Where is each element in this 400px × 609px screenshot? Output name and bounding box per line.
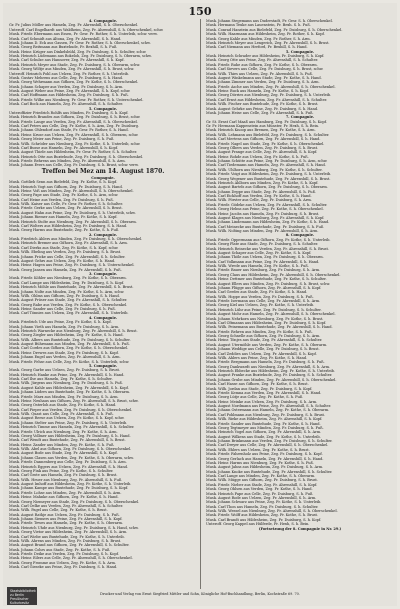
entry-line: Musk. Johann Vieth aus Hameln, Zeg. Fr. Duisburg, S. h. Arm. xyxy=(9,324,120,329)
entry-line: Musk. Carl Gerdes aus Stade, Zeg. Fr. Kothe, S. h. Hand. xyxy=(206,290,308,295)
entry-line: Musk. Wilh. Rieke aus Hildesheim, Zeg. Fr. Ahrenshill, S. h. Kopf. xyxy=(206,417,323,422)
entry-line: Musk. Carl Schulze aus Hannover, Zeg. Fr. Ahrenshill, S. h. Kopf. xyxy=(9,58,125,63)
entry-line: Musk. Johann Stegemann aus Duderstadt, Fr. Gesr. S. h. Oberschenkel. xyxy=(206,19,333,23)
entry-line: Musk. Carl Grote aus Hameln, Zeg. Fr. Duisburg, S. h. Brust. xyxy=(9,473,118,478)
entry-line: Musk. Friedr. Marx aus Minden, Zeg. Fr. Duisburg, S. h. Arm. xyxy=(9,394,119,399)
entry-line: Musk. Heinr. Rohde aus Uelzen, Zeg. Fr. Kothe, S. h. Fuß. xyxy=(206,154,309,159)
entry-line: Musk. Wilh. Pagel aus Celle, Zeg. Fr. Kothe, S. h. Brust. xyxy=(9,508,108,513)
entry-line: Musk. Georg Dörries aus Nienburg, Zeg. Fr. Duisburg, S. h. Unterleib. xyxy=(206,93,332,98)
entry-line: Musk. Carl Ernst aus Hildesheim, Zeg. Fr. Ahrenshill, S. h. Schulter. xyxy=(206,97,328,102)
entry-line: Musk. Carl Hasse aus Gifhorn, Zeg. Fr. Kothe, S. h. Brust. xyxy=(206,382,309,387)
entry-line: Musk. Wilh. Fischer aus Buxtehude, Zeg. Fr. Kothe, S. h. Brust. xyxy=(206,102,319,107)
right-column xyxy=(206,19,394,589)
entry-line: Musk. Johann Evers aus Celle, Zeg. Fr. Duisburg, S. h. Brust, schw. verw. xyxy=(9,163,139,168)
entry-line: Musk. Carl Dierks aus Stade, Zeg. Fr. Kothe, S. h. Kopf, schw. xyxy=(9,245,119,250)
entry-line: Musk. Heinrich Möhle aus Buxtehude, Zeg. Fr. Ahrenshill, S. h. Brust. xyxy=(9,285,134,290)
company-heading: 5. Compagnie. xyxy=(88,363,118,368)
entry-line: Musk. Johann Ohlendorf aus Stade, Fr. Gesr. Fr. Rother, S. h. Hand. xyxy=(9,128,129,133)
newspaper-page xyxy=(3,3,397,606)
entry-line: Musk. Carl Wiebe aus Buxtehude, Zeg. Fr. Kothe, S. h. Unterleib. xyxy=(9,534,125,539)
entry-line: Musk. Friedr. Köhler aus Nienburg, Zeg. Fr. Kothe, S. h. Oberarm. xyxy=(9,276,127,281)
entry-line: Musk. Johann Weddige aus Celle, Zeg. Fr. Duisburg, S. h. Brust. xyxy=(206,347,320,352)
entry-line: Musk. Carl Busse aus Hameln, Zeg. Fr. Ahrenshill, S. h. Kopf. xyxy=(9,145,118,150)
entry-line: Musk. Heinr. Tönjes aus Stade, Zeg. Fr. Ahrenshill, S. h. Schulter. xyxy=(206,338,323,343)
entry-line: Musk. Friedr. Sander aus Buxtehude, Zeg. Fr. Kothe, S. h. Hand. xyxy=(206,421,321,426)
entry-line: Musk. August Thiele aus Hildesheim, Fr. Gesr. Fr. Rother, S. h. Schulter. xyxy=(9,150,137,155)
entry-line: Musk. Johann Siemers aus Peine, Zeg. Fr. Ahrenshill, S. h. Kopf. xyxy=(9,517,123,521)
entry-line: Musk. Wilh. Schröder aus Nienburg, Zeg. Fr. Kothe, S. h. Unterleib, schw. xyxy=(9,141,141,146)
section-heading: Treffen bei Mez am 14. August 1870. xyxy=(41,167,165,175)
entry-line: Musk. Georg Vollmer aus Hildesheim, Zeg. Fr. Duisburg, S. h. Hand. xyxy=(9,433,131,438)
entry-line: Musk. Wilh. Ehlers aus Uelzen, Zeg. Fr. Kothe, S. h. Brust. xyxy=(206,447,310,452)
entry-line: Musk. Wilh. Albers aus Buxtehude, Zeg. Fr. Duisburg, S. h. Schulter. xyxy=(9,337,131,342)
entry-line: Musk. Johann Schütte aus Peine, Zeg. Fr. Duisburg, S. h. Arm, schw. xyxy=(206,159,328,163)
entry-line: Musk. August Bartels aus Gifhorn, Zeg. Fr. Duisburg, S. h. Oberarm. xyxy=(206,185,328,190)
entry-line: Musk. Georg Pape aus Stade, Zeg. Fr. Kothe, S. h. Arm, schw. xyxy=(9,193,119,198)
entry-line: Musk. August Imhoff aus Hildesheim, Zeg. Fr. Kothe, S. h. Unterleib. xyxy=(9,482,132,486)
entry-line: Musk. Friedr. Fahrenholz aus Peine, Zeg. Fr. Duisburg, S. h. Kopf. xyxy=(206,452,323,457)
entry-line: Musk. Johann Zimmer aus Verden, Zeg. Fr. Duisburg, S. h. Arm. xyxy=(206,80,320,85)
entry-line: Musk. August Gehrs aus Uelzen, Zeg. Fr. Kothe, S. h. Hand. xyxy=(9,258,116,263)
entry-line: Musk. Johann Thöle aus Uelzen, Zeg. Fr. Duisburg, S. h. Oberarm. xyxy=(206,255,324,260)
entry-line: Musk. Heinr. Jacobs aus Hameln, Zeg. Fr. Duisburg, S. h. Brust. xyxy=(206,211,320,216)
entry-line: Musk. Friedrich Ude aus Peine, Zeg. Fr. Kothe, S. h. Kopf. xyxy=(9,320,112,325)
entry-line: Musk. Heinrich Schrader aus Hildesheim, Fr. Duisburg, S. h. Kopf. xyxy=(206,54,325,58)
entry-line: Musk. Heinrich Uhde aus Nienburg, Zeg. Fr. Duisburg, S. h. Hand, schw. xyxy=(9,525,139,530)
entry-line: Musk. August Gehrke aus Peine, Zeg. Fr. Duisburg, S. h. Hand. xyxy=(206,106,319,111)
entry-line: Musk. Johann Lindemann aus Hildesheim, Zeg. Fr. Kothe, S. h. Hand. xyxy=(206,220,330,225)
entry-line: Musk. Friedr. Gödeke aus Uelzen, Zeg. Fr. Ahrenshill, S. h. Schulter. xyxy=(206,202,328,207)
entry-line: Musk. Heinr. Sander aus Celle, Zeg. Fr. Duisburg, S. h. Fuß. xyxy=(9,307,116,311)
entry-line: Musk. Wilh. Abel aus Gifhorn, Zeg. Fr. Duisburg, S. h. Oberschenkel. xyxy=(9,447,132,451)
entry-line: Musk. Georg Olbers aus Verden, Zeg. Fr. Duisburg, S. h. Brust. xyxy=(206,145,319,150)
entry-line: Musk. August Mohr aus Hameln, Zeg. Fr. Ahrenshill, S. h. Oberschenkel. xyxy=(206,312,336,317)
entry-line: Musk. Friedr. Wilke aus Nienburg, Fr. Gesr. Fr. Rother, S. h. Unterschenkel. xyxy=(9,97,144,102)
entry-line: Musk. Heinrich Stolte aus Nienburg, Zeg. Fr. Ahrenshill, S. h. Oberarm. xyxy=(9,219,137,224)
entry-line: Musk. Friedr. Oppermann aus Gifhorn, Zeg. Fr. Kothe, S. h. Unterleib. xyxy=(206,237,331,242)
entry-line: Musk. Georg Kiel aus Uelzen, Zeg. Fr. Kothe, S. h. Unterleib. xyxy=(206,303,315,308)
entry-line: Musk. Gustav Mehrens aus Celle, Zeg. Fr. Duisburg, S. h. Hand. xyxy=(9,75,123,80)
entry-line: Musk. Carl Oltmanns aus Hildesheim, Zeg. Fr. Duisburg, S. h. Kopf. xyxy=(206,320,327,325)
entry-line: Musk. Johann Flügge aus Gifhorn, Zeg. Fr. Ahrenshill, S. h. Kopf. xyxy=(206,285,322,290)
entry-line: Musk. August Prüser aus Stade, Zeg. Fr. Ahrenshill, S. h. Schulter. xyxy=(9,298,128,303)
entry-line: Musk. Heinr. Meinke aus Uelzen, Zeg. Fr. Duisburg, S. h. Arm. xyxy=(206,399,318,404)
entry-line: Musk. Carl Hoffmann aus Hildesheim, Zeg. Fr. Duisburg, S. h. Fuß. xyxy=(9,93,129,98)
entry-line: Musk. Georg Helms aus Peine, Zeg. Fr. Kothe, S. h. Oberschenkel. xyxy=(206,207,324,212)
entry-line: Musk. Georg Wöltje aus Minden, Zeg. Fr. Ahrenshill, S. h. Brust, schw. xyxy=(9,67,135,72)
company-heading: 2. Compagnie. xyxy=(88,232,118,237)
entry-line: Musk. Friedr. Lange aus Verden, Zeg. Fr. Ahrenshill, S. h. Oberschenkel. xyxy=(9,119,138,124)
entry-line: Musk. Georg Jansen aus Hameln, Zeg. Fr. Ahrenshill, S. h. Fuß. xyxy=(9,267,122,272)
entry-line: Musk. Johann Lüders aus Buxtehude, Zeg. Fr. Kothe, S. h. Oberarm. xyxy=(9,390,131,395)
library-stamp xyxy=(7,587,37,605)
company-heading: 4. Compagnie. xyxy=(88,19,118,23)
entry-line: Musk. Carl Gieseke aus Peine, Zeg. Fr. Duisburg, S. h. Hand. xyxy=(9,565,118,570)
entry-line: Musk. Heinr. Mahnke aus Gifhorn, Zeg. Fr. Kothe, S. h. Hand. xyxy=(9,495,119,500)
entry-line: Musk. Wilh. Heuer aus Nienburg, Zeg. Fr. Ahrenshill, S. h. Fuß. xyxy=(9,477,123,482)
entry-line: Musk. Carl Mertens aus Gifhorn, Zeg. Fr. Ahrenshill, S. h. Hand. xyxy=(206,137,321,142)
entry-line: Unteroff. Heinrich Pohl aus Uelzen, Zeg. Fr. Rother, S. h. Unterleib. xyxy=(9,71,130,76)
entry-line: Musk. Friedr. Ruhe aus Gifhorn, Zeg. Fr. Kothe, S. h. Oberarm. xyxy=(206,62,318,67)
entry-line: Musk. August Kahle aus Hildesheim, Zeg. Fr. Ahrenshill, S. h. Kopf. xyxy=(9,385,129,390)
entry-line: Musk. Wilh. Jordan aus Stade, Zeg. Fr. Duisburg, S. h. Kopf. xyxy=(206,386,313,391)
entry-line: Musk. Carl Heine aus Verden, Zeg. Fr. Duisburg, S. h. Fuß. xyxy=(9,197,114,202)
entry-line: Musk. Carl Tönnies aus Uelzen, Zeg. Fr. Ahrenshill, S. h. Unterleib. xyxy=(9,311,129,316)
entry-line: Musk. Friedr. Ebermann aus Essen, Fr. Gesr. Fr. Rother, S. h. Unterleib, schw. verw. xyxy=(9,32,158,37)
entry-line: Musk. Wilh. Kaiser aus Celle, Fr. Gesr. Fr. Rother, S. h. Schulter. xyxy=(9,202,123,206)
entry-line: Musk. Carl Wendt aus Buxtehude, Zeg. Fr. Ahrenshill, S. h. Brust. xyxy=(9,438,126,443)
entry-line: Musk. August Hahn aus Peine, Zeg. Fr. Duisburg, S. h. Unterleib, schw. xyxy=(9,210,136,215)
entry-line: Musk. Hermann Teuke aus Lauenstein, Fr. Bexh. S. h. Fuß. xyxy=(206,23,311,28)
entry-line: Musk. Heinr. Dettmer aus Buxtehude, Zeg. Fr. Kothe, S. h. Schulter. xyxy=(206,277,327,282)
entry-line: Musk. Heinrich Lühr aus Peine, Zeg. Fr. Duisburg, S. h. Schulter. xyxy=(206,307,322,312)
entry-line: Musk. Georg Wegener aus Buxtehude, Zeg. Fr. Ahrenshill, S. h. Brust. xyxy=(206,176,331,181)
imprint-footnote: Drucker und Verlag von Ernst Siegfried Mittler und Sohn, Königliche Hof-Buchhandlung, Berlin, Kochstraße 69. 70. xyxy=(100,592,300,596)
entry-line: Musk. Gottlieb Senn aus Bielefeld, Zeg. Fr. Kothe, S. h. Kopf. xyxy=(9,180,118,185)
entry-line: Musk. Wilh. Quast aus Celle, Zeg. Fr. Ahrenshill, S. h. Fuß. xyxy=(9,412,114,416)
entry-line: Musk. Friedr. Ulrich aus Nienburg, Zeg. Fr. Kothe, S. h. Arm. xyxy=(9,429,118,434)
entry-line: Musk. Wilh. Hoppe aus Verden, Zeg. Fr. Duisburg, S. h. Fuß. xyxy=(206,294,314,299)
company-heading: 3. Compagnie. xyxy=(88,272,118,276)
entry-line: Musk. Friedr. Nagel aus Stade, Zeg. Fr. Kothe, S. h. Oberschenkel. xyxy=(206,141,325,146)
entry-line: Musk. Johann Nehrkorn aus Nienburg, Zeg. Fr. Kothe, S. h. Brust. xyxy=(206,316,324,321)
entry-line: Musk. Carl Dreyer aus Celle, Zeg. Fr. Ahrenshill, S. h. Oberschenkel. xyxy=(206,443,329,448)
entry-line: Musk. Johann Schaper aus Verden, Zeg. Fr. Duisburg, S. h. Arm. xyxy=(9,84,124,89)
entry-line: Musk. Carl Pieper aus Verden, Zeg. Fr. Duisburg, S. h. Oberschenkel. xyxy=(9,407,133,412)
company-heading: 4. Compagnie. xyxy=(88,315,118,320)
entry-line: Musk. Carl Cordes aus Gifhorn, Zeg. Fr. Kothe, S. h. Oberschenkel. xyxy=(9,346,129,351)
entry-line: Musk. Heinrich Ebbecke aus Hildesheim, Zeg. Fr. Kothe, S. h. Unterleib. xyxy=(206,369,336,373)
entry-line: Musk. August Weber aus Peine, Zeg. Fr. Ahrenshill, S. h. Kopf, schw. xyxy=(9,89,131,93)
entry-line: Musk. Georg Kahle aus Minden, Zeg. Fr. Rother, S. h. Arm. xyxy=(206,36,311,41)
entry-line: Musk. August Klages aus Nienburg, Zeg. Fr. Ahrenshill, S. h. Kopf. xyxy=(206,215,325,220)
entry-line: Musk. Georg Meier aus Peine, Zeg. Fr. Duisburg, S. h. Fuß. xyxy=(9,137,115,142)
entry-line: Musk. Georg Otte aus Peine, Zeg. Fr. Ahrenshill, S. h. Schulter. xyxy=(206,58,319,63)
entry-line: Musk. Johann Cohrs aus Stade, Zeg. Fr. Kothe, S. h. Fuß. xyxy=(9,547,111,552)
entry-line: Musk. Heinrich Vogt aus Gifhorn, Zeg. Fr. Duisburg, S. h. Hand. xyxy=(9,184,123,189)
entry-line: Musk. Friedr. Fehse aus Celle, Zeg. Fr. Kothe, S. h. Unterleib, schw. xyxy=(9,359,130,364)
entry-line: Musk. Georg Niemeyer aus Stade, Zeg. Fr. Duisburg, S. h. Oberschenkel. xyxy=(9,499,140,504)
company-heading: (Fortsetzung der 8. Compagnie in Nr. 29.) xyxy=(258,526,342,531)
entry-line: Musk. Carl Volkmann aus Peine, Zeg. Fr. Ahrenshill, S. h. Hand. xyxy=(206,259,320,264)
entry-line: Musk. August Jahns aus Hildesheim, Zeg. Fr. Duisburg, S. h. Arm. xyxy=(206,465,324,470)
entry-line: Musk. Carl Thon aus Hameln, Zeg. Fr. Duisburg, S. h. Schulter. xyxy=(206,504,319,509)
entry-line: Musk. Georg Claus aus Hildesheim, Zeg. Fr. Ahrenshill, S. h. Oberschenkel. xyxy=(206,272,341,277)
entry-line: Musk. Friedrich Ahlers aus Minden, Zeg. Fr. Duisburg, S. h. Oberschenkel. xyxy=(9,237,143,241)
entry-line: Musk. Heinrich Hanke aus Peine, Zeg. Fr. Ahrenshill, S. h. Hand. xyxy=(9,372,125,377)
entry-line: Musk. Carl Niemann aus Herford, Fr. Bexhill, S. h. Hand. xyxy=(206,45,308,50)
company-heading: 5. Compagnie. xyxy=(88,106,118,111)
entry-line: Musk. Georg Dankwardt aus Nienburg, Zeg. Fr. Ahrenshill, S. h. Arm. xyxy=(206,364,331,369)
company-heading: Compagnie. xyxy=(91,175,115,180)
entry-line: Musk. Georg Fink aus Peine, Zeg. Fr. Kothe, S. h. Schulter. xyxy=(9,468,114,473)
entry-line: Musk. Wilh. Lehmann aus Bielefeld, Zeg. Fr. Duisburg, S. h. Schulter. xyxy=(206,132,330,137)
entry-line: Musk. August Schaper aus Celle, Zeg. Fr. Kothe, S. h. Kopf. xyxy=(206,250,312,255)
entry-line: Musk. Heinr. Eilers aus Celle, Zeg. Fr. Ahrenshill, S. h. Oberschenkel. xyxy=(9,556,133,561)
entry-line: Musk. Wilh. Nolting aus Minden, Zeg. Fr. Ahrenshill, S. h. Arm. xyxy=(206,229,319,233)
entry-line: Musk. Carl Zeddies aus Uelzen, Zeg. Fr. Ahrenshill, S. h. Kopf. xyxy=(206,351,317,356)
entry-line: Musk. Georg Ohlsen aus Verden, Zeg. Fr. Kothe, S. h. Hand. xyxy=(206,487,313,492)
entry-line: Musk. Georg Fromme aus Uelzen, Zeg. Fr. Kothe, S. h. Arm. xyxy=(9,560,116,565)
entry-line: Musk. Georg Wehrmann aus Gifhorn, Zeg. Fr. Kothe, S. h. Oberschenkel. xyxy=(9,80,139,85)
entry-line: Musk. Friedr. Deike aus Verden, Zeg. Fr. Duisburg, S. h. Kopf. xyxy=(9,552,119,556)
entry-line: Musk. Wilh. Ahlers aus Peine, Zeg. Fr. Kothe, S. h. Hand. xyxy=(206,355,308,360)
entry-line: Musk. Johann Deppe aus Stade, Zeg. Fr. Ahrenshill, S. h. Fuß. xyxy=(206,189,317,194)
entry-line: Musk. August Prange aus Celle, Zeg. Fr. Ahrenshill, S. h. Kopf. xyxy=(206,150,318,155)
entry-line: Musk. Friedr. Voigt aus Hildesheim, Zeg. Fr. Duisburg, S. h. Unterleib. xyxy=(206,172,332,177)
entry-line: Musk. Johann Clasen aus Verden, Zeg. Fr. Kothe, S. h. Oberarm, schw. xyxy=(9,455,134,460)
entry-line: Musk. Carl Wolters aus Hildesheim, Zeg. Fr. Duisburg, S. h. Hand. xyxy=(9,223,128,228)
entry-line: Musk. Johann Engel aus Verden, Zeg. Fr. Ahrenshill, S. h. Arm. xyxy=(9,355,121,360)
entry-line: Musk. Johann Schwarz aus Peine, Zeg. Fr. Kothe, S. h. Unterleib. xyxy=(206,500,322,505)
entry-line: Musk. Georg Tegtmeyer aus Minden, Zeg. Fr. Duisburg, S. h. Fuß. xyxy=(206,425,324,430)
entry-line: Musk. Friedr. Asche aus Minden, Zeg. Fr. Ahrenshill, S. h. Oberschenkel. xyxy=(206,84,336,89)
entry-line: Musk. Heinrich Otte aus Buxtehude, Zeg. Fr. Duisburg, S. h. Oberschenkel. xyxy=(9,154,144,159)
entry-line: Musk. Carl Eickhoff aus Verden, Zeg. Fr. Kothe, S. h. Hand. xyxy=(206,194,312,198)
entry-line: Musk. Heinr. Hagen aus Peine, Zeg. Fr. Duisburg, S. h. Unterschenkel. xyxy=(9,263,135,268)
entry-line: Musk. Johann Riemer aus Hameln, Zeg. Fr. Kothe, S. h. Kopf. xyxy=(9,215,118,220)
entry-line: Musk. Georg Rabe aus Verden, Zeg. Fr. Kothe, S. h. Oberschenkel. xyxy=(9,302,128,307)
entry-line: Musk. Johann Stelter aus Peine, Zeg. Fr. Duisburg, S. h. Unterleib. xyxy=(9,420,128,425)
stamp-line-2: zu Berlin xyxy=(10,593,24,597)
entry-line: Musk. Georg Lütje aus Celle, Zeg. Fr. Kothe, S. h. Fuß. xyxy=(206,395,304,400)
entry-line: Musk. Wilh. Uhlhorn aus Nienburg, Zeg. Fr. Kothe, S. h. Schulter. xyxy=(206,167,323,172)
entry-line: Musk. Carl Sievers aus Celle, Zeg. Fr. Duisburg, S. h. Brust, schw. xyxy=(206,67,324,72)
entry-line: Musk. Wilh. Jürgens aus Nienburg, Zeg. Fr. Duisburg, S. h. Fuß. xyxy=(9,381,123,386)
entry-line: Musk. Friedr. Behrens aus Minden, Zeg. Fr. Ahrenshill, S. h. Arm. xyxy=(9,159,126,163)
entry-line: Musk. Johann Kampe aus Buxtehude, Zeg. Fr. Duisburg, S. h. Kopf. xyxy=(9,486,129,491)
entry-line: Musk. Friedr. Isermann aus Celle, Zeg. Fr. Ahrenshill, S. h. Arm. xyxy=(206,299,321,303)
entry-line: Musk. Carl Bock aus Hameln, Zeg. Fr. Ahrenshill, S. h. Schulter. xyxy=(9,102,123,107)
entry-line: Unteroffizier Friedrich Rohlfs aus Minden, Fr. Duisburg, S. h. Kopf. xyxy=(9,110,129,115)
entry-line: Musk. August Reese aus Uelzen, Zeg. Fr. Kothe, S. h. Kopf, schw. xyxy=(9,416,125,421)
entry-line: Musk. Heinrich Vogel aus Gifhorn, Zeg. Fr. Ahrenshill, S. h. Arm. xyxy=(206,430,322,435)
entry-line: Musk. August Wilkens aus Stade, Zeg. Fr. Kothe, S. h. Unterleib. xyxy=(206,434,321,439)
entry-line: Musk. Heinr. Harms aus Nienburg, Zeg. Fr. Kothe, S. h. Fuß. xyxy=(206,460,314,465)
entry-line: Musk. Wilh. Ahrens aus Minden, Zeg. Fr. Duisburg, S. h. Brust. xyxy=(9,538,122,543)
entry-line: Musk. Friedr. Nieber aus Stade, Zeg. Fr. Ahrenshill, S. h. Kopf. xyxy=(206,482,318,487)
entry-line: Unteroff. Georg Kappel aus Hülferde, Fr. Hexh, S. h. Bein. xyxy=(206,522,310,527)
entry-line: Musk. Friedr. Kemna aus Verden, Zeg. Fr. Ahrenshill, S. h. Hand. xyxy=(206,390,322,395)
entry-line: Musk. Carl Brandt aus Hildesheim, Zeg. Fr. Duisburg, S. h. Kopf. xyxy=(206,517,322,522)
entry-line: Musk. Friedr. Lohse aus Minden, Zeg. Fr. Ahrenshill, S. h. Arm. xyxy=(9,490,122,495)
entry-line: Musk. Heinrich Warnecke aus Nienburg, Zeg. Fr. Ahrenshill, S. h. Brust. xyxy=(9,328,138,333)
entry-line: Musk. Heinrich Ahlborn aus Minden, Zeg. Fr. Kothe, S. h. Kopf. xyxy=(206,180,319,185)
entry-line: Musk. Heinrich Lüdemann aus Bokeloh, Zeg. Fr. Duisburg, S. h. Oberarm, schw. xyxy=(9,54,152,58)
entry-line: Musk. Georg Vietor aus Hildesheim, Zeg. Fr. Ahrenshill, S. h. Arm. xyxy=(9,530,128,535)
entry-line: Musk. Heinr. Buck aus Hameln, Zeg. Fr. Kothe, S. h. Kopf. xyxy=(206,89,309,93)
company-heading: 8. Compagnie. xyxy=(285,233,315,238)
entry-line: Musk. Georg Gerlach aus Hameln, Zeg. Fr. Ahrenshill, S. h. Hand. xyxy=(206,456,324,461)
entry-line: Musk. Wilh. Mügge aus Gifhorn, Zeg. Fr. Duisburg, S. h. Brust. xyxy=(206,478,318,483)
entry-line: Musk. Heinrich Reinecke aus Verden, Zeg. Fr. Ahrenshill, S. h. Brust. xyxy=(206,246,329,251)
entry-line: Musk. Heinr. Drewes aus Stade, Zeg. Fr. Duisburg, S. h. Kopf. xyxy=(9,350,119,355)
entry-line: Musk. Friedr. Dannenberg aus Celle, Zeg. Fr. Duisburg, S. h. Arm. xyxy=(9,460,127,465)
entry-line: Musk. Wilh. Thies aus Uelzen, Zeg. Fr. Ahrenshill, S. h. Fuß. xyxy=(206,71,313,76)
entry-line: Musk. August Bührmann aus Minden, Zeg. Fr. Ahrenshill, S. h. Fuß. xyxy=(9,342,130,346)
entry-line: Musk. Georg Reitmann aus Buxtehude, Fr. Bexhill, S. h. Fuß. xyxy=(9,45,118,50)
company-heading: 7. Compagnie. xyxy=(285,115,315,120)
entry-line: Musk. Georg Ziegler aus Hildesheim, Zeg. Fr. Kothe, S. h. Hand. xyxy=(9,333,124,338)
entry-line: Musk. Heinr. Kruse aus Uelzen, Zeg. Fr. Ahrenshill, S. h. Oberarm, schw. xyxy=(9,132,139,137)
entry-line: Musk. August Utermöhle aus Verden, Zeg. Fr. Kothe, S. h. Oberarm. xyxy=(206,342,328,347)
entry-line: Musk. Friedr. Rehren aus Minden, Zeg. Fr. Kothe, S. h. Fuß. xyxy=(206,329,313,334)
entry-line: Musk. Carl Ilse aus Hameln, Zeg. Fr. Kothe, S. h. Schulter. xyxy=(9,377,113,381)
entry-line: Musk. Friedr. Tewes aus Hameln, Zeg. Fr. Kothe, S. h. Oberarm. xyxy=(9,521,123,526)
entry-line: Musk. Friedr. Wolff aus Hildesheim, Zeg. Fr. Kothe, S. h. Brust. xyxy=(206,513,319,518)
entry-line: Musk. Wilh. Ebeling aus Verden, Zeg. Fr. Duisburg, S. h. Brust. xyxy=(9,250,122,255)
entry-line: Musk. August Franke aus Buxtehude, Zeg. Fr. Duisburg, S. h. Schulter. xyxy=(206,373,333,378)
entry-line: Musk. Johann Fricke aus Celle, Zeg. Fr. Ahrenshill, S. h. Schulter. xyxy=(9,254,126,259)
entry-line: Musk. August Brand aus Gifhorn, Zeg. Fr. Ahrenshill, S. h. Schulter. xyxy=(9,543,130,548)
entry-line: Musk. Heinrich Bremer aus Gifhorn, Zeg. Fr. Ahrenshill, S. h. Arm. xyxy=(9,241,128,246)
entry-line: Musk. Heinrich Meyer aus Stade, Zeg. Fr. Duisburg, S. h. Oberarm, schw. xyxy=(9,62,141,67)
entry-line: Musk. Wilh. Ohlms aus Gifhorn, Zeg. Fr. Duisburg, S. h. Hand. xyxy=(9,293,120,298)
entry-line: Musk. August Bode aus Stade, Zeg. Fr. Ahrenshill, S. h. Kopf. xyxy=(9,451,118,456)
entry-line: Musk. Georg Garbe aus Uelzen, Zeg. Fr. Duisburg, S. h. Brust. xyxy=(9,368,120,373)
entry-line: Musk. Georg Harms aus Buxtehude, Zeg. Fr. Kothe, S. h. Fuß. xyxy=(9,228,120,233)
entry-line: Musk. Friedr. Gerke aus Uelzen, Zeg. Fr. Ahrenshill, S. h. Brust. xyxy=(9,206,123,211)
entry-line: Musk. Johann Knoke aus Buxtehude, Zeg. Fr. Ahrenshill, S. h. Schulter. xyxy=(206,469,333,474)
entry-line: Gr. St. Ernst Carl Maaß aus Hamburg, Zeg. Fr. Duisburg, S. h. Kopf. xyxy=(206,119,327,124)
entry-line: Musk. August Rode aus Uelzen, Zeg. Fr. Ahrenshill, S. h. Arm. xyxy=(206,495,317,500)
entry-line: Musk. Heinrich Eggers aus Uelzen, Zeg. Fr. Ahrenshill, S. h. Hand. xyxy=(9,464,129,469)
entry-line: Musk. Heinrich Pape aus Celle, Zeg. Fr. Duisburg, S. h. Fuß. xyxy=(206,491,314,496)
entry-line: Musk. Johann Heise aus Celle, Zeg. Fr. Ahrenshill, S. h. Fuß. xyxy=(206,110,314,115)
company-heading: 5. Compagnie. xyxy=(285,49,315,54)
entry-line: Musk. Heinr. Zander aus Minden, Zeg. Fr. Kothe, S. h. Fuß. xyxy=(9,442,115,447)
entry-line: Unteroff. Carl Engelhardt aus Waldheim, Zeg. Fr. Ahrenshill, S. h. Oberschenkel, schw. xyxy=(9,27,164,32)
entry-line: Musk. Carl Tiedemann aus Hameln, Zeg. Fr. Ahrenshill, S. h. Hand. xyxy=(206,163,326,168)
entry-line: Gr. Fr. Hermann Kappenstein aus Münster, Fr. Hexh, S. h. Bein. xyxy=(206,124,320,128)
entry-line: Musk. Heinr. Voß aus Minden, Zeg. Fr. Ahrenshill, S. h. Oberschenkel. xyxy=(9,188,134,193)
entry-line: Musk. Heinr. Krüger aus Dinkelsbühl, Zeg. Fr. Duisburg, S. h. Schulter, schw. xyxy=(9,49,147,54)
entry-line: Musk. Heinrich Timme aus Hameln, Zeg. Fr. Ahrenshill, S. h. Schulter. xyxy=(9,425,135,430)
entry-line: Musk. Friedr. Bauer aus Nienburg, Zeg. Fr. Duisburg, S. h. Arm. xyxy=(206,268,321,273)
entry-line: Musk. Conrad Hanstein aus Bielefeld, Zeg. Fr. Duisburg, S. h. Oberschenkel. xyxy=(206,27,343,32)
page-number: 150 xyxy=(188,5,212,18)
entry-line: Musk. Heinrich Brandes aus Gifhorn, Zeg. Fr. Duisburg, S. h. Brust, schw. xyxy=(9,115,141,120)
entry-line: Musk. Johann Nolte aus Minden, Zeg. Fr. Kothe, S. h. Arm, schw. xyxy=(9,289,125,294)
entry-line: Musk. Wilh. Wrede aus Hameln, Zeg. Fr. Kothe, S. h. Fuß. xyxy=(206,264,309,268)
column-divider xyxy=(200,19,201,589)
entry-line: Musk. Heinrich Knoop aus Bremen, Zeg. Fr. Kothe, S. h. Arm. xyxy=(206,128,316,133)
left-column xyxy=(9,19,197,589)
entry-line: Musk. Johann Grube aus Minden, Zeg. Fr. Ahrenshill, S. h. Oberschenkel. xyxy=(206,377,337,382)
entry-line: Musk. Wilh. Wessel aus Nienburg, Zeg. Fr. Ahrenshill, S. h. Oberschenkel. xyxy=(206,509,338,513)
entry-line: Musk. Carl Oelke aus Verden, Zeg. Fr. Ahrenshill, S. h. Schulter. xyxy=(9,503,123,508)
entry-line: Musk. Johann Brinkmann aus Verden, Zeg. Fr. Duisburg, S. h. Schulter. xyxy=(206,439,333,443)
entry-line: Gr. Fr. Julius Möller aus Hameln, Zeg. Fr. Ahrenshill, S. h. Oberschenkel. xyxy=(9,23,139,28)
entry-line: Musk. Carl Schmidt aus Altona, Zeg. Fr. Ahrenshill, S. h. Hand. xyxy=(9,36,122,41)
stamp-line-1: Staatsbibliothek xyxy=(10,589,36,593)
entry-line: Musk. Carl Pohlmann aus Nienburg, Zeg. Fr. Duisburg, S. h. Brust. xyxy=(206,412,326,417)
entry-line: Musk. Wilh. Peinemann aus Buxtehude, Zeg. Fr. Ahrenshill, S. h. Hand. xyxy=(206,325,333,330)
entry-line: Musk. Heinr. Neuhaus aus Gifhorn, Zeg. Fr. Ahrenshill, S. h. Brust, schw. xyxy=(9,398,139,403)
entry-line: Musk. Heinrich Meyer aus Lengerich, Zeg. Fr. Ahrenshill, S. h. Brust. xyxy=(206,40,330,45)
entry-line: Musk. Johann Ostermann aus Hameln, Zeg. Fr. Kothe, S. h. Oberarm. xyxy=(206,408,330,413)
entry-line: Musk. August Nordmann aus Peine, Zeg. Fr. Ahrenshill, S. h. Schulter. xyxy=(206,404,331,408)
entry-line: Musk. Wilh. Förster aus Celle, Zeg. Fr. Duisburg, S. h. Arm. xyxy=(206,198,312,203)
entry-line: Musk. Georg Plate aus Stade, Zeg. Fr. Duisburg, S. h. Schulter. xyxy=(206,242,319,247)
entry-line: Musk. Carl Meinecke aus Buxtehude, Zeg. Fr. Duisburg, S. h. Fuß. xyxy=(206,224,325,229)
entry-line: Musk. August Winkelmann aus Stade, Zeg. Fr. Kothe, S. h. Hand. xyxy=(206,75,322,80)
stamp-line-3: Preußischer Kulturbesitz xyxy=(10,597,29,605)
entry-line: Musk. Wilh. Haarmann aus Hildesheim, Zeg. Fr. Rother, S. h. Kopf. xyxy=(206,32,325,37)
entry-line: Musk. Carl Lampe aus Hildesheim, Zeg. Fr. Duisburg, S. h. Kopf. xyxy=(9,280,125,285)
entry-line: Musk. August Rathje aus Uelzen, Zeg. Fr. Duisburg, S. h. Fuß. xyxy=(9,512,120,517)
entry-line: Musk. Carl Lange aus Minden, Zeg. Fr. Kothe, S. h. Oberarm. xyxy=(206,474,316,478)
entry-line: Musk. Carl Peters aus Celle, Zeg. Fr. Kothe, S. h. Arm, Zeg. Fr. Duisburg. xyxy=(9,124,139,128)
entry-line: Musk. August Ellers aus Minden, Zeg. Fr. Duisburg, S. h. Brust, schw. xyxy=(206,281,331,286)
entry-line: Musk. Friedr. Bergmann aus Hameln, Zeg. Fr. Duisburg, S. h. Fuß. xyxy=(206,360,325,365)
entry-line: Musk. Georg Osterloh aus Stade, Zeg. Fr. Kothe, S. h. Hand. xyxy=(9,403,117,408)
entry-line: Musk. Georg Schnelle aus Gifhorn, Zeg. Fr. Duisburg, S. h. Arm. xyxy=(206,334,321,338)
entry-line: Musk. Johann D. Eck aus Gassen, Fr. Gesr. Fr. Rother, S. h. Oberschenkel, schw. xyxy=(9,40,151,45)
